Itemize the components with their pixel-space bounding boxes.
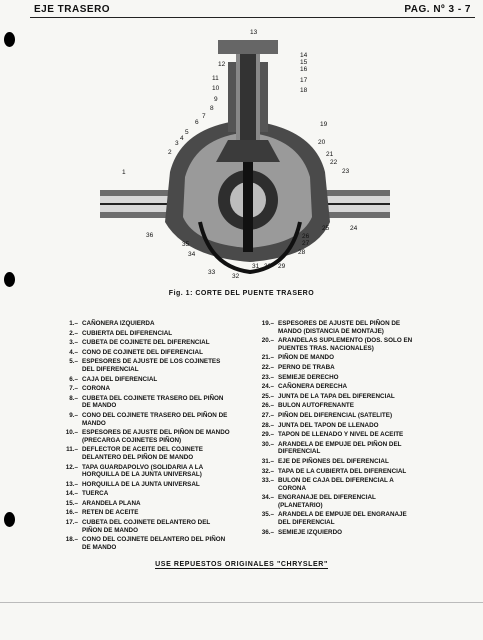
callout-13: 13	[250, 29, 258, 36]
callout-16: 16	[300, 66, 308, 73]
binder-hole	[4, 272, 15, 287]
callout-27: 27	[302, 240, 310, 247]
legend-item: 26.– BULON AUTOFRENANTE	[261, 402, 354, 410]
callout-36: 36	[146, 232, 154, 239]
legend-item: 7.– CORONA	[69, 385, 110, 393]
legend-item: 25.– JUNTA DE LA TAPA DEL DIFERENCIAL	[261, 392, 395, 400]
callout-21: 21	[326, 151, 334, 158]
legend-item: 3.– CUBETA DE COJINETE DEL DIFERENCIAL	[69, 339, 210, 347]
legend-item: 27.– PIÑON DEL DIFERENCIAL (SATELITE)	[261, 411, 393, 419]
callout-19: 19	[320, 121, 328, 128]
legend-item: 5.– ESPESORES DE AJUSTE DE LOS COJINETES DEL DIFERENCIAL	[69, 358, 221, 373]
legend-item: 9.– CONO DEL COJINETE TRASERO DEL PIÑON DE MANDO	[69, 411, 228, 427]
legend-item: 14.– TUERCA	[65, 490, 109, 498]
header-rule	[30, 17, 475, 18]
parts-legend-left	[60, 320, 230, 553]
binder-hole	[4, 32, 15, 47]
callout-2: 2	[168, 149, 172, 156]
callout-25: 25	[322, 225, 330, 232]
legend-item: 4.– CONO DE COJINETE DEL DIFERENCIAL	[69, 348, 203, 356]
legend-item: 34.– ENGRANAJE DEL DIFERENCIAL (PLANETARIO)	[261, 494, 376, 509]
callout-10: 10	[212, 85, 220, 92]
callout-17: 17	[300, 77, 308, 84]
legend-item: 31.– EJE DE PIÑONES DEL DIFERENCIAL	[261, 457, 389, 465]
legend-item: 22.– PERNO DE TRABA	[261, 363, 335, 371]
legend-item: 19.– ESPESORES DE AJUSTE DEL PIÑON DE MANDO (DISTANCIA DE MONTAJE)	[261, 320, 401, 335]
rear-axle-cutaway-diagram	[100, 22, 390, 282]
callout-6: 6	[195, 119, 199, 126]
legend-item: 17.– CUBETA DEL COJINETE DELANTERO DEL PIÑON DE MANDO	[65, 519, 211, 534]
callout-28: 28	[298, 249, 306, 256]
legend-item: 30.– ARANDELA DE EMPUJE DEL PIÑON DEL DIFERENCIAL	[261, 440, 402, 456]
callout-9: 9	[214, 96, 218, 103]
callout-1: 1	[122, 169, 126, 176]
legend-item: 23.– SEMIEJE DERECHO	[261, 373, 339, 381]
callout-35: 35	[182, 241, 190, 248]
footer-text: USE REPUESTOS ORIGINALES "CHRYSLER"	[155, 561, 328, 568]
callout-3: 3	[175, 140, 179, 147]
section-title: EJE TRASERO	[34, 4, 111, 15]
footer-notice	[0, 561, 483, 568]
callout-22: 22	[330, 159, 338, 166]
legend-item: 10.– ESPESORES DE AJUSTE DEL PIÑON DE MANDO (PRECARGA COJINETES PIÑON)	[65, 429, 230, 444]
callout-26: 26	[302, 233, 310, 240]
page-number: PAG. Nº 3 - 7	[404, 4, 471, 15]
legend-item: 12.– TAPA GUARDAPOLVO (SOLIDARIA A LA HORQUILLA DE LA JUNTA UNIVERSAL)	[65, 463, 203, 479]
callout-5: 5	[185, 129, 189, 136]
callout-20: 20	[318, 139, 326, 146]
binder-hole	[4, 512, 15, 527]
callout-34: 34	[188, 251, 196, 258]
callout-14: 14	[300, 52, 308, 59]
legend-item: 6.– CAJA DEL DIFERENCIAL	[69, 375, 158, 383]
callout-24: 24	[350, 225, 358, 232]
legend-item: 35.– ARANDELA DE EMPUJE DEL ENGRANAJE DEL DIFERENCIAL	[261, 511, 407, 527]
legend-item: 1.– CAÑONERA IZQUIERDA	[69, 320, 155, 327]
callout-29: 29	[278, 263, 286, 270]
legend-item: 36.– SEMIEJE IZQUIERDO	[261, 528, 343, 536]
legend-item: 16.– RETEN DE ACEITE	[65, 509, 139, 517]
figure-caption: Fig. 1: CORTE DEL PUENTE TRASERO	[168, 290, 315, 297]
legend-item: 15.– ARANDELA PLANA	[65, 499, 141, 507]
legend-item: 29.– TAPON DE LLENADO Y NIVEL DE ACEITE	[261, 431, 404, 439]
callout-30: 30	[264, 263, 272, 270]
legend-item: 2.– CUBIERTA DEL DIFERENCIAL	[69, 329, 173, 337]
callout-31: 31	[252, 263, 260, 270]
legend-item: 21.– PIÑON DE MANDO	[261, 354, 334, 362]
callout-8: 8	[210, 105, 214, 112]
legend-item: 11.– DEFLECTOR DE ACEITE DEL COJINETE DELANTERO DEL PIÑON DE MANDO	[66, 446, 203, 461]
callout-4: 4	[180, 135, 184, 142]
callout-15: 15	[300, 59, 308, 66]
callout-12: 12	[218, 61, 226, 68]
legend-item: 33.– BULON DE CAJA DEL DIFERENCIAL A CORONA	[261, 477, 394, 492]
callout-18: 18	[300, 87, 308, 94]
callout-32: 32	[232, 273, 240, 280]
callout-7: 7	[202, 113, 206, 120]
legend-item: 18.– CONO DEL COJINETE DELANTERO DEL PIÑON DE MANDO	[65, 536, 226, 551]
legend-item: 28.– JUNTA DEL TAPON DE LLENADO	[261, 421, 379, 429]
callout-11: 11	[212, 75, 219, 82]
legend-item: 13.– HORQUILLA DE LA JUNTA UNIVERSAL	[65, 480, 200, 488]
legend-item: 32.– TAPA DE LA CUBIERTA DEL DIFERENCIAL	[261, 467, 407, 475]
legend-item: 20.– ARANDELAS SUPLEMENTO (DOS. SOLO EN PUENTES TRAS. NACIONALES)	[261, 337, 413, 352]
callout-33: 33	[208, 269, 216, 276]
legend-item: 24.– CAÑONERA DERECHA	[261, 383, 348, 391]
parts-legend-right	[256, 320, 416, 538]
legend-item: 8.– CUBETA DEL COJINETE TRASERO DEL PIÑON DE MANDO	[69, 394, 224, 410]
page-edge	[0, 602, 483, 603]
callout-23: 23	[342, 168, 350, 175]
